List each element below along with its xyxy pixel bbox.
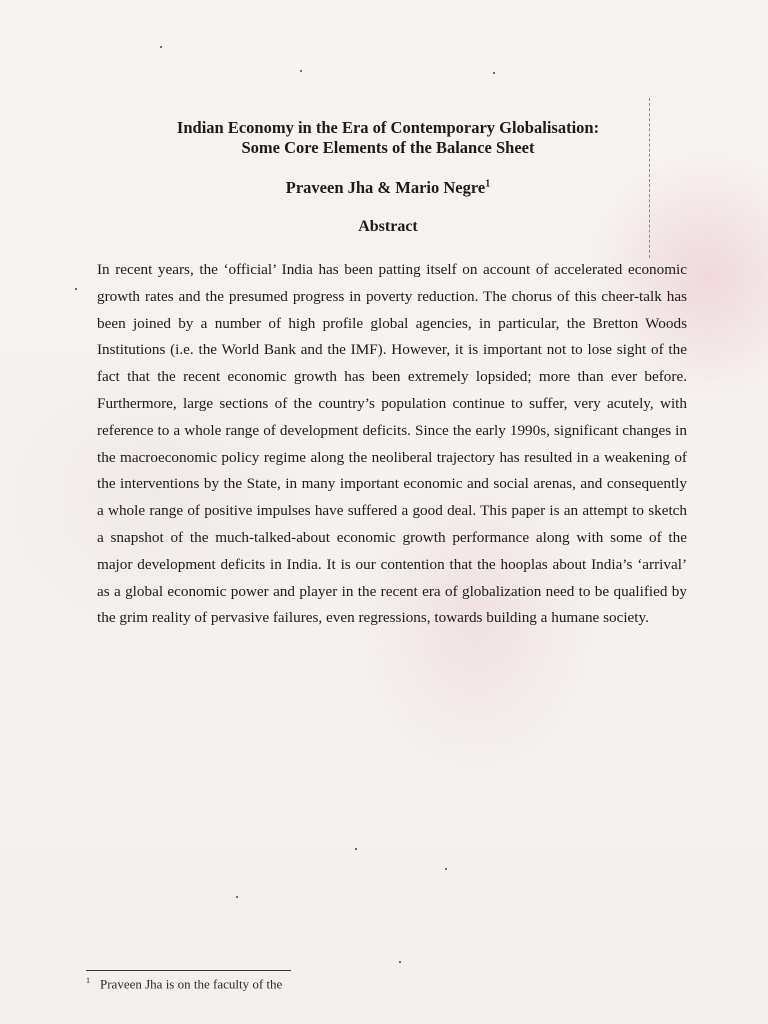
scan-speck [493,72,495,74]
footnote-mark: 1 [86,976,90,985]
authors-names: Praveen Jha & Mario Negre [285,178,486,197]
scan-speck [300,70,302,72]
scan-speck [160,46,162,48]
abstract-heading: Abstract [358,218,418,235]
paper-authors [120,178,656,198]
scan-speck [236,896,238,898]
paper-title [120,118,656,158]
abstract-body: In recent years, the ‘official’ India has been patting itself on account of accelerated economic growth rates and the presumed progress in poverty reduction. The chorus of this cheer-talk has been joined by a number of high profile global agencies, in particular, the Bretton Woods Institutions (i.e. the World Bank and the IMF). However, it is important not to lose sight of the fact that the recent economic growth has been extremely lopsided; more than ever before. Furthermore, large sections of the country’s population continue to suffer, very acutely, with reference to a whole range of development deficits. Since the early 1990s, significant changes in the macroeconomic policy regime along the neoliberal trajectory has resulted in a weakening of the interventions by the State, in many important economic and social arenas, and consequently a whole range of positive impulses have suffered a good deal. This paper is an attempt to sketch a snapshot of the much-talked-about economic growth performance along with some of the major development deficits in India. It is our contention that the hooplas about India’s ‘arrival’ as a global economic power and player in the recent era of globalization need to be qualified by the grim reality of pervasive failures, even regressions, towards building a humane society. [97,261,687,627]
title-line-1: Indian Economy in the Era of Contemporary Globalisation: [176,118,600,137]
title-line-2: Some Core Elements of the Balance Sheet [241,138,535,157]
footnote-rule [86,970,291,971]
scan-speck [399,961,401,963]
footnote [86,976,386,996]
scan-speck [445,868,447,870]
footnote-text: Praveen Jha is on the faculty of the [100,976,283,992]
scan-speck [75,288,77,290]
scan-speck [355,848,357,850]
author-footnote-mark: 1 [485,178,491,190]
